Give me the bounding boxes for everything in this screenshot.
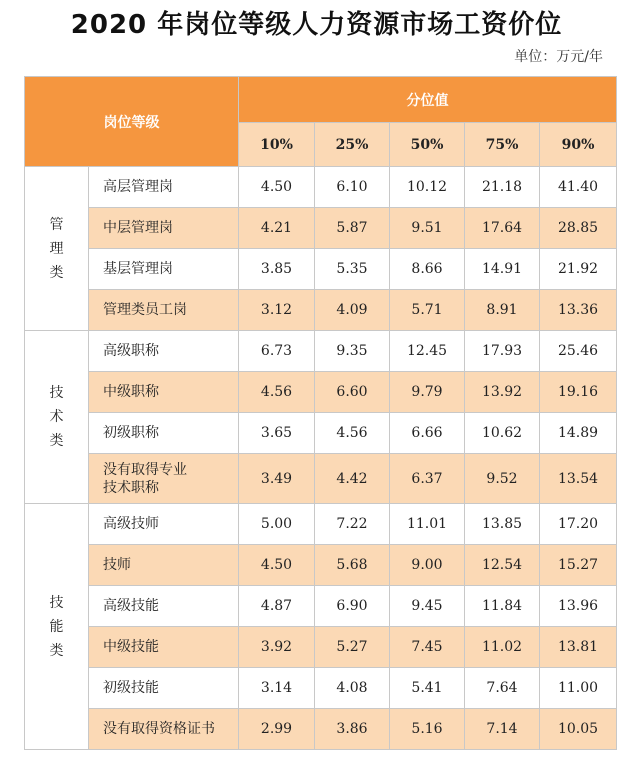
value-cell: 3.85 xyxy=(239,249,315,290)
value-cell: 3.65 xyxy=(239,413,315,454)
value-cell: 3.14 xyxy=(239,668,315,709)
percentile-cell: 90% xyxy=(540,123,617,167)
category-char: 技 xyxy=(49,385,64,401)
value-cell: 4.09 xyxy=(315,290,390,331)
value-cell: 21.18 xyxy=(465,167,540,208)
value-cell: 17.64 xyxy=(465,208,540,249)
value-cell: 5.68 xyxy=(315,545,390,586)
value-cell: 12.54 xyxy=(465,545,540,586)
value-cell: 5.87 xyxy=(315,208,390,249)
category-cell xyxy=(25,504,89,750)
value-cell: 8.66 xyxy=(390,249,465,290)
value-cell: 4.56 xyxy=(239,372,315,413)
value-cell: 4.42 xyxy=(315,454,390,504)
value-cell: 3.92 xyxy=(239,627,315,668)
value-cell: 14.89 xyxy=(540,413,617,454)
value-cell: 11.84 xyxy=(465,586,540,627)
value-cell: 7.14 xyxy=(465,709,540,750)
percentile-cell: 75% xyxy=(465,123,540,167)
value-cell: 25.46 xyxy=(540,331,617,372)
value-cell: 6.10 xyxy=(315,167,390,208)
position-name: 没有取得专业 技术职称 xyxy=(89,454,239,504)
value-cell: 6.90 xyxy=(315,586,390,627)
category-char: 类 xyxy=(49,264,64,281)
value-cell: 11.02 xyxy=(465,627,540,668)
table-row xyxy=(25,208,617,249)
table-row xyxy=(25,372,617,413)
percentile-cell: 10% xyxy=(239,123,315,167)
value-cell: 7.45 xyxy=(390,627,465,668)
value-cell: 13.81 xyxy=(540,627,617,668)
value-cell: 4.21 xyxy=(239,208,315,249)
grade-header: 岗位等级 xyxy=(25,77,239,167)
value-cell: 9.35 xyxy=(315,331,390,372)
table-body xyxy=(25,167,617,750)
value-cell: 13.85 xyxy=(465,504,540,545)
position-name: 高级职称 xyxy=(89,331,239,372)
value-cell: 13.96 xyxy=(540,586,617,627)
value-cell: 21.92 xyxy=(540,249,617,290)
value-cell: 6.73 xyxy=(239,331,315,372)
value-cell: 9.79 xyxy=(390,372,465,413)
unit-note: 单位：万元/年 xyxy=(514,49,603,65)
page-title: 2020 年岗位等级人力资源市场工资价位 xyxy=(70,10,563,40)
table-row xyxy=(25,668,617,709)
wage-table xyxy=(24,76,617,750)
value-cell: 14.91 xyxy=(465,249,540,290)
value-cell: 6.60 xyxy=(315,372,390,413)
position-name: 初级技能 xyxy=(89,668,239,709)
table-row xyxy=(25,627,617,668)
category-char: 类 xyxy=(49,433,64,449)
value-cell: 6.66 xyxy=(390,413,465,454)
value-cell: 28.85 xyxy=(540,208,617,249)
value-cell: 9.00 xyxy=(390,545,465,586)
value-cell: 10.12 xyxy=(390,167,465,208)
category-char: 术 xyxy=(49,409,64,425)
table-row xyxy=(25,586,617,627)
value-cell: 4.08 xyxy=(315,668,390,709)
category-char: 类 xyxy=(49,642,64,659)
value-cell: 5.71 xyxy=(390,290,465,331)
value-cell: 10.62 xyxy=(465,413,540,454)
position-name: 高层管理岗 xyxy=(89,167,239,208)
value-cell: 4.87 xyxy=(239,586,315,627)
table-row xyxy=(25,709,617,750)
value-cell: 6.37 xyxy=(390,454,465,504)
value-cell: 2.99 xyxy=(239,709,315,750)
table-row xyxy=(25,545,617,586)
value-cell: 7.22 xyxy=(315,504,390,545)
value-cell: 9.51 xyxy=(390,208,465,249)
percentile-header: 分位值 xyxy=(239,77,617,123)
value-cell: 19.16 xyxy=(540,372,617,413)
value-cell: 11.00 xyxy=(540,668,617,709)
category-char: 能 xyxy=(49,618,64,635)
value-cell: 8.91 xyxy=(465,290,540,331)
value-cell: 12.45 xyxy=(390,331,465,372)
table-row xyxy=(25,454,617,504)
value-cell: 4.50 xyxy=(239,167,315,208)
value-cell: 13.36 xyxy=(540,290,617,331)
value-cell: 5.16 xyxy=(390,709,465,750)
value-cell: 5.41 xyxy=(390,668,465,709)
position-name: 没有取得资格证书 xyxy=(89,709,239,750)
category-char: 管 xyxy=(49,216,64,233)
position-name: 基层管理岗 xyxy=(89,249,239,290)
category-cell xyxy=(25,331,89,504)
value-cell: 15.27 xyxy=(540,545,617,586)
table-row xyxy=(25,331,617,372)
value-cell: 11.01 xyxy=(390,504,465,545)
value-cell: 7.64 xyxy=(465,668,540,709)
value-cell: 10.05 xyxy=(540,709,617,750)
table-row xyxy=(25,504,617,545)
value-cell: 3.49 xyxy=(239,454,315,504)
table-row xyxy=(25,290,617,331)
value-cell: 5.27 xyxy=(315,627,390,668)
category-char: 技 xyxy=(49,594,64,611)
value-cell: 3.86 xyxy=(315,709,390,750)
value-cell: 5.35 xyxy=(315,249,390,290)
table-row xyxy=(25,167,617,208)
category-char: 理 xyxy=(49,240,64,257)
position-name: 中层管理岗 xyxy=(89,208,239,249)
value-cell: 9.52 xyxy=(465,454,540,504)
value-cell: 4.56 xyxy=(315,413,390,454)
position-name: 高级技能 xyxy=(89,586,239,627)
table-row xyxy=(25,413,617,454)
value-cell: 17.20 xyxy=(540,504,617,545)
position-name: 初级职称 xyxy=(89,413,239,454)
position-name: 技师 xyxy=(89,545,239,586)
value-cell: 4.50 xyxy=(239,545,315,586)
value-cell: 3.12 xyxy=(239,290,315,331)
percentile-cell: 25% xyxy=(315,123,390,167)
percentile-cell: 50% xyxy=(390,123,465,167)
value-cell: 9.45 xyxy=(390,586,465,627)
value-cell: 13.54 xyxy=(540,454,617,504)
value-cell: 41.40 xyxy=(540,167,617,208)
value-cell: 5.00 xyxy=(239,504,315,545)
value-cell: 17.93 xyxy=(465,331,540,372)
table-row xyxy=(25,249,617,290)
position-name: 中级职称 xyxy=(89,372,239,413)
position-name: 高级技师 xyxy=(89,504,239,545)
position-name: 中级技能 xyxy=(89,627,239,668)
position-name: 管理类员工岗 xyxy=(89,290,239,331)
category-cell xyxy=(25,167,89,331)
value-cell: 13.92 xyxy=(465,372,540,413)
